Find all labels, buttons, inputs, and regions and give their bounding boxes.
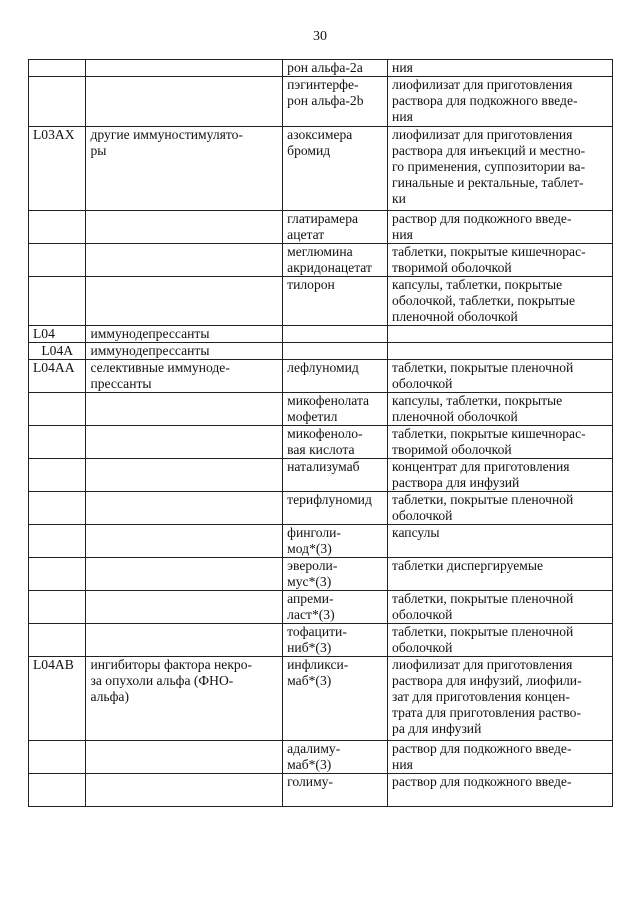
atc-code-cell: L04AB: [29, 657, 86, 741]
pharmacologic-group-cell: [86, 591, 283, 624]
pharmacologic-group-cell: [86, 624, 283, 657]
dosage-form-cell: таблетки, покрытые пленочной оболочкой: [388, 492, 613, 525]
table-row: [29, 774, 613, 807]
atc-code-cell: [29, 244, 86, 277]
drug-classification-table: [28, 59, 613, 807]
pharmacologic-group-cell: [86, 741, 283, 774]
dosage-form-cell: таблетки, покрытые пленочной оболочкой: [388, 360, 613, 393]
drug-name-cell: [283, 326, 388, 343]
atc-code-cell: [29, 558, 86, 591]
dosage-form-cell: капсулы, таблетки, покрытые оболочкой, таблетки, покрытые пленочной оболочкой: [388, 277, 613, 326]
drug-name-cell: лефлуномид: [283, 360, 388, 393]
table-row: [29, 459, 613, 492]
dosage-form-cell: таблетки диспергируемые: [388, 558, 613, 591]
table-row: [29, 211, 613, 244]
dosage-form-cell: [388, 343, 613, 360]
dosage-form-cell: лиофилизат для приготовления раствора для инфузий, лиофили- зат для приготовления концен- трата для приготовления раство- ра для инфузий: [388, 657, 613, 741]
drug-name-cell: апреми- ласт*(3): [283, 591, 388, 624]
table-row: [29, 657, 613, 741]
drug-name-cell: микофенолата мофетил: [283, 393, 388, 426]
atc-code-cell: [29, 459, 86, 492]
pharmacologic-group-cell: иммунодепрессанты: [86, 326, 283, 343]
drug-name-cell: натализумаб: [283, 459, 388, 492]
atc-code-cell: L04A: [29, 343, 86, 360]
drug-name-cell: терифлуномид: [283, 492, 388, 525]
dosage-form-cell: таблетки, покрытые кишечнорас- творимой оболочкой: [388, 244, 613, 277]
atc-code-cell: [29, 492, 86, 525]
atc-code-cell: [29, 60, 86, 77]
table-row: [29, 343, 613, 360]
table-row: [29, 277, 613, 326]
pharmacologic-group-cell: [86, 426, 283, 459]
pharmacologic-group-cell: иммунодепрессанты: [86, 343, 283, 360]
atc-code-cell: [29, 591, 86, 624]
drug-name-cell: инфликси- маб*(3): [283, 657, 388, 741]
drug-name-cell: микофеноло- вая кислота: [283, 426, 388, 459]
dosage-form-cell: капсулы: [388, 525, 613, 558]
table-row: [29, 60, 613, 77]
table-row: [29, 624, 613, 657]
atc-code-cell: [29, 525, 86, 558]
pharmacologic-group-cell: [86, 393, 283, 426]
table-row: [29, 741, 613, 774]
atc-code-cell: [29, 77, 86, 127]
dosage-form-cell: таблетки, покрытые пленочной оболочкой: [388, 624, 613, 657]
dosage-form-cell: ния: [388, 60, 613, 77]
table-body: [29, 60, 613, 807]
drug-name-cell: азоксимера бромид: [283, 127, 388, 211]
atc-code-cell: L04: [29, 326, 86, 343]
pharmacologic-group-cell: [86, 277, 283, 326]
dosage-form-cell: раствор для подкожного введе- ния: [388, 211, 613, 244]
pharmacologic-group-cell: [86, 558, 283, 591]
table-row: [29, 127, 613, 211]
dosage-form-cell: раствор для подкожного введе- ния: [388, 741, 613, 774]
pharmacologic-group-cell: ингибиторы фактора некро- за опухоли альфа (ФНО- альфа): [86, 657, 283, 741]
dosage-form-cell: капсулы, таблетки, покрытые пленочной оболочкой: [388, 393, 613, 426]
dosage-form-cell: лиофилизат для приготовления раствора для подкожного введе- ния: [388, 77, 613, 127]
atc-code-cell: L04AA: [29, 360, 86, 393]
pharmacologic-group-cell: [86, 244, 283, 277]
table-row: [29, 326, 613, 343]
table-row: [29, 244, 613, 277]
atc-code-cell: [29, 741, 86, 774]
dosage-form-cell: раствор для подкожного введе-: [388, 774, 613, 807]
table-row: [29, 591, 613, 624]
drug-name-cell: пэгинтерфе- рон альфа-2b: [283, 77, 388, 127]
pharmacologic-group-cell: [86, 77, 283, 127]
table-row: [29, 525, 613, 558]
drug-name-cell: рон альфа-2а: [283, 60, 388, 77]
table-row: [29, 558, 613, 591]
atc-code-cell: [29, 624, 86, 657]
dosage-form-cell: концентрат для приготовления раствора для инфузий: [388, 459, 613, 492]
pharmacologic-group-cell: [86, 492, 283, 525]
table-row: [29, 77, 613, 127]
drug-name-cell: финголи- мод*(3): [283, 525, 388, 558]
pharmacologic-group-cell: селективные иммуноде- прессанты: [86, 360, 283, 393]
table-row: [29, 492, 613, 525]
drug-name-cell: глатирамера ацетат: [283, 211, 388, 244]
pharmacologic-group-cell: другие иммуностимулято- ры: [86, 127, 283, 211]
drug-name-cell: эвероли- мус*(3): [283, 558, 388, 591]
atc-code-cell: [29, 277, 86, 326]
table-row: [29, 360, 613, 393]
dosage-form-cell: [388, 326, 613, 343]
page-number: 30: [313, 29, 327, 44]
atc-code-cell: [29, 211, 86, 244]
dosage-form-cell: таблетки, покрытые пленочной оболочкой: [388, 591, 613, 624]
table-row: [29, 393, 613, 426]
pharmacologic-group-cell: [86, 60, 283, 77]
atc-code-cell: [29, 774, 86, 807]
pharmacologic-group-cell: [86, 774, 283, 807]
pharmacologic-group-cell: [86, 525, 283, 558]
drug-name-cell: тофацити- ниб*(3): [283, 624, 388, 657]
pharmacologic-group-cell: [86, 211, 283, 244]
atc-code-cell: [29, 426, 86, 459]
dosage-form-cell: таблетки, покрытые кишечнорас- творимой оболочкой: [388, 426, 613, 459]
drug-name-cell: голиму-: [283, 774, 388, 807]
drug-name-cell: меглюмина акридонацетат: [283, 244, 388, 277]
pharmacologic-group-cell: [86, 459, 283, 492]
drug-name-cell: адалиму- маб*(3): [283, 741, 388, 774]
atc-code-cell: [29, 393, 86, 426]
atc-code-cell: L03AX: [29, 127, 86, 211]
drug-name-cell: [283, 343, 388, 360]
drug-name-cell: тилорон: [283, 277, 388, 326]
dosage-form-cell: лиофилизат для приготовления раствора для инъекций и местно- го применения, суппозитории ва- гинальные и ректальные, таблет- ки: [388, 127, 613, 211]
table-row: [29, 426, 613, 459]
